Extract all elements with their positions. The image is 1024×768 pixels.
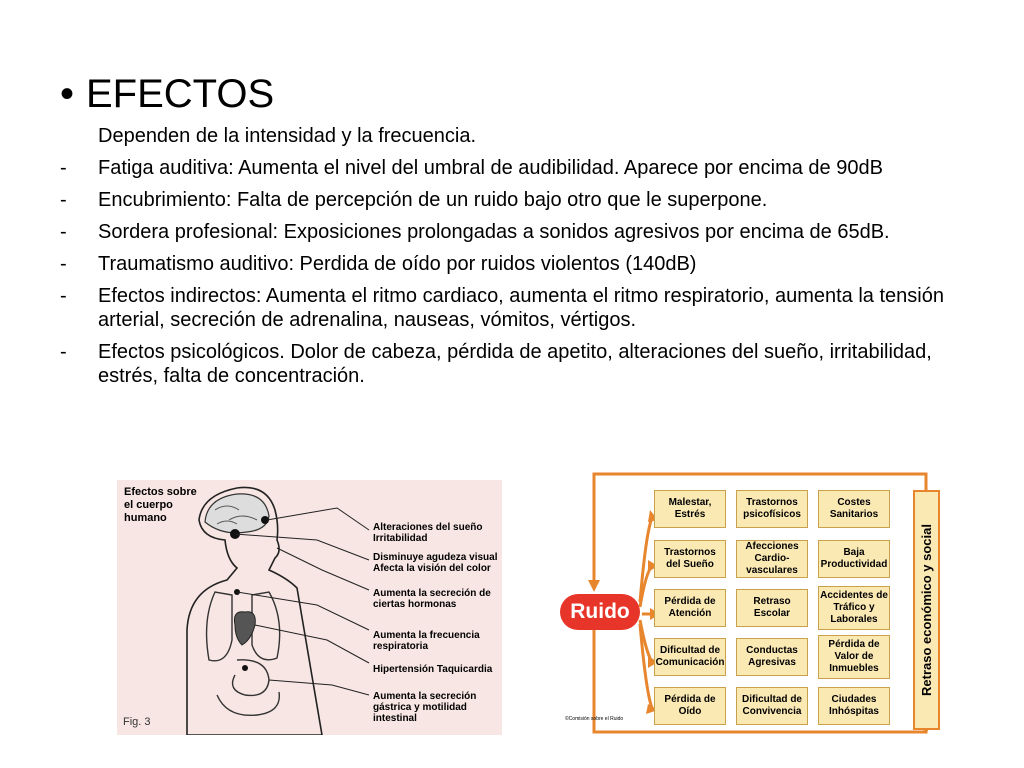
list-dash: - xyxy=(60,157,67,179)
figure-credit: ©Comisión sobre el Ruido xyxy=(565,716,624,722)
list-dash: - xyxy=(60,221,67,243)
intro-text: Dependen de la intensidad y la frecuencia. xyxy=(98,125,477,147)
effect-box: Trastornos psicofísicos xyxy=(736,490,808,528)
list-item-text: Encubrimiento: Falta de percepción de un ruido bajo otro que le superpone. xyxy=(98,189,768,211)
list-item xyxy=(60,284,960,332)
list-dash: - xyxy=(60,341,67,363)
title-text: EFECTOS xyxy=(86,72,275,116)
effect-box: Pérdida de Oído xyxy=(654,687,726,725)
annotation-sleep: Alteraciones del sueño Irritabilidad xyxy=(373,522,483,544)
list-dash: - xyxy=(60,253,67,275)
effect-box: Retraso Escolar xyxy=(736,589,808,627)
effect-box: Afecciones Cardio- vasculares xyxy=(736,540,808,578)
retraso-label: Retraso económico y social xyxy=(919,524,934,696)
list-dash: - xyxy=(60,285,67,307)
list-item xyxy=(60,188,960,212)
effect-box: Malestar, Estrés xyxy=(654,490,726,528)
list-item-text: Efectos psicológicos. Dolor de cabeza, pérdida de apetito, alteraciones del sueño, irritabilidad, estrés, falta de concentración. xyxy=(98,341,932,387)
effect-box: Costes Sanitarios xyxy=(818,490,890,528)
list-item-text: Sordera profesional: Exposiciones prolongadas a sonidos agresivos por encima de 65dB. xyxy=(98,221,890,243)
annotation-hypertension: Hipertensión Taquicardia xyxy=(373,664,493,675)
effect-box: Dificultad de Convivencia xyxy=(736,687,808,725)
slide-title xyxy=(60,70,274,118)
title-bullet: • xyxy=(60,72,75,116)
list-item-text: Traumatismo auditivo: Perdida de oído por ruidos violentos (140dB) xyxy=(98,253,697,275)
ruido-label: Ruido xyxy=(560,594,640,630)
effect-box: Pérdida de Valor de Inmuebles xyxy=(818,635,890,679)
annotation-hormones: Aumenta la secreción de ciertas hormonas xyxy=(373,588,491,610)
effect-box: Baja Productividad xyxy=(818,540,890,578)
effects-list xyxy=(60,156,960,396)
list-dash: - xyxy=(60,189,67,211)
figure-label: Efectos sobre el cuerpo humano xyxy=(124,486,197,524)
effect-box: Trastornos del Sueño xyxy=(654,540,726,578)
list-item xyxy=(60,156,960,180)
body-effects-figure xyxy=(117,480,502,735)
effect-box: Conductas Agresivas xyxy=(736,638,808,676)
list-item xyxy=(60,220,960,244)
effect-box: Ciudades Inhóspitas xyxy=(818,687,890,725)
annotation-gastric: Aumenta la secreción gástrica y motilidad intestinal xyxy=(373,691,477,724)
list-item xyxy=(60,340,960,388)
annotation-vision: Disminuye agudeza visual Afecta la visión del color xyxy=(373,552,498,574)
list-item-text: Efectos indirectos: Aumenta el ritmo cardiaco, aumenta el ritmo respiratorio, aumenta la tensión arterial, secreción de adrenalina, nauseas, vómitos, vértigos. xyxy=(98,285,944,331)
effect-box: Pérdida de Atención xyxy=(654,589,726,627)
list-item xyxy=(60,252,960,276)
figure-number: Fig. 3 xyxy=(123,716,151,728)
effect-box: Dificultad de Comunicación xyxy=(654,638,726,676)
annotation-respiratory: Aumenta la frecuencia respiratoria xyxy=(373,630,480,652)
list-item-text: Fatiga auditiva: Aumenta el nivel del umbral de audibilidad. Aparece por encima de 90dB xyxy=(98,157,883,179)
effect-box: Accidentes de Tráfico y Laborales xyxy=(818,586,890,630)
noise-effects-diagram xyxy=(548,462,948,742)
